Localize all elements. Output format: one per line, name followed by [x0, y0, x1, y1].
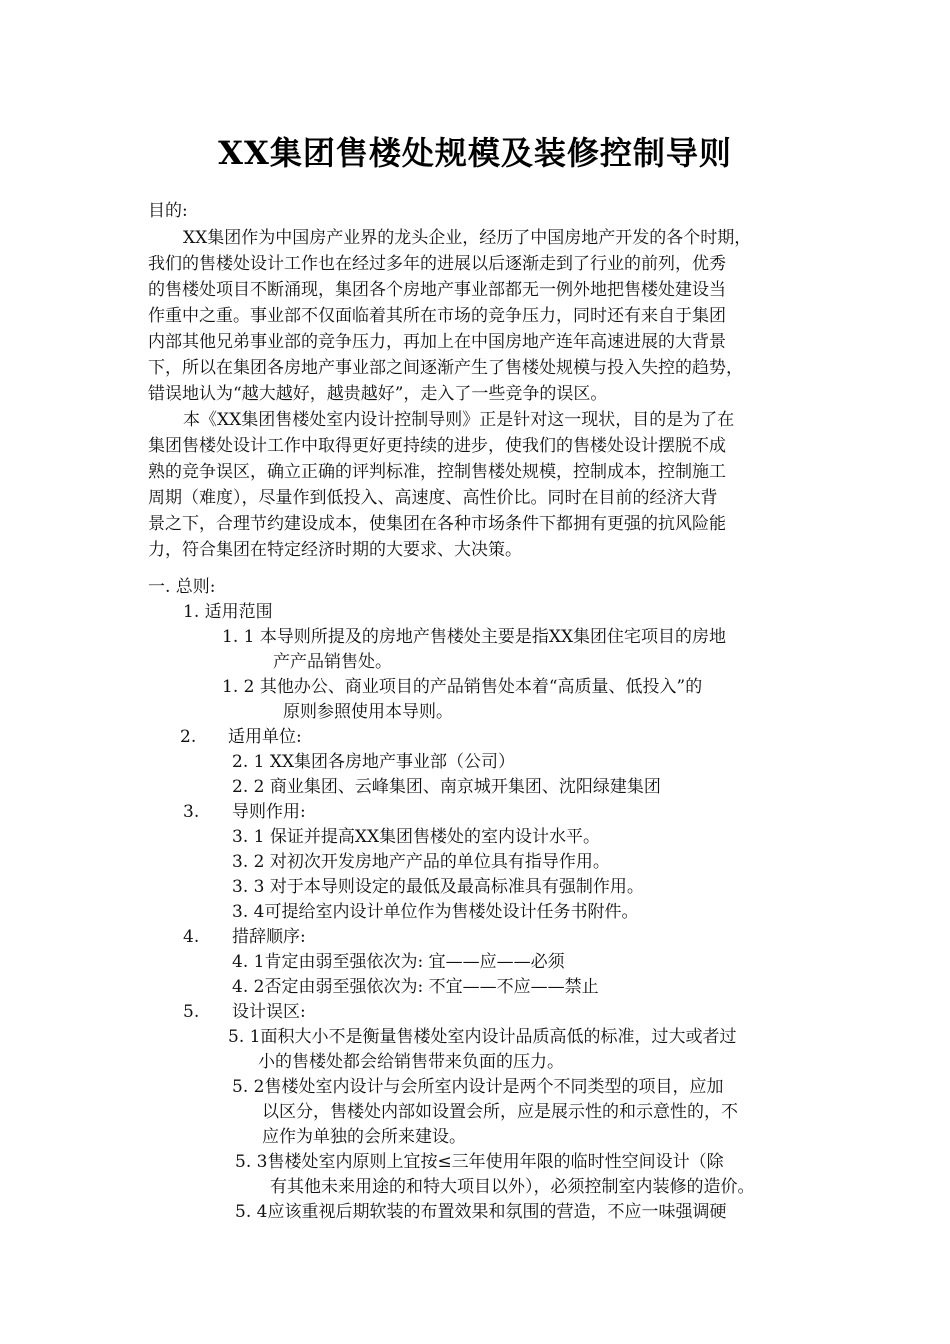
s5-item-2-cont: 以区分，售楼处内部如设置会所，应是展示性的和示意性的，不	[262, 1102, 738, 1122]
s2-title: 适用单位:	[228, 727, 302, 747]
purpose-p2-line: 力，符合集团在特定经济时期的大要求、大决策。	[148, 540, 522, 560]
s5-item-1: 5. 1面积大小不是衡量售楼处室内设计品质高低的标准，过大或者过	[228, 1027, 737, 1047]
s3-item-2: 3. 2 对初次开发房地产产品的单位具有指导作用。	[232, 852, 610, 872]
s3-title: 导则作用:	[232, 802, 306, 822]
s1-item-2: 1. 2 其他办公、商业项目的产品销售处本着“高质量、低投入”的	[222, 677, 703, 697]
s1-item-2-cont: 原则参照使用本导则。	[283, 702, 453, 722]
purpose-p2-line: 熟的竞争误区，确立正确的评判标准，控制售楼处规模，控制成本，控制施工	[148, 462, 726, 482]
document-title: XX集团售楼处规模及装修控制导则	[218, 134, 732, 172]
purpose-p1-line: 内部其他兄弟事业部的竞争压力，再加上在中国房地产连年高速进展的大背景	[148, 332, 726, 352]
purpose-heading: 目的:	[148, 201, 188, 221]
purpose-p2-line: 集团售楼处设计工作中取得更好更持续的进步，使我们的售楼处设计摆脱不成	[148, 436, 726, 456]
s5-number: 5.	[183, 1002, 200, 1022]
purpose-p2-line: 景之下，合理节约建设成本，使集团在各种市场条件下都拥有更强的抗风险能	[148, 514, 726, 534]
s2-number: 2.	[180, 727, 197, 747]
s5-item-4: 5. 4应该重视后期软装的布置效果和氛围的营造，不应一味强调硬	[235, 1202, 727, 1222]
purpose-p1-line: 错误地认为“越大越好，越贵越好”，走入了一些竞争的误区。	[148, 384, 608, 404]
s3-number: 3.	[183, 802, 200, 822]
purpose-p2-line: 本《XX集团售楼处室内设计控制导则》正是针对这一现状，目的是为了在	[183, 410, 735, 430]
s5-item-3-cont: 有其他未来用途的和特大项目以外），必须控制室内装修的造价。	[270, 1177, 755, 1197]
s3-item-1: 3. 1 保证并提高XX集团售楼处的室内设计水平。	[232, 827, 601, 847]
s3-item-4: 3. 4可提给室内设计单位作为售楼处设计任务书附件。	[232, 902, 639, 922]
s4-number: 4.	[183, 927, 200, 947]
s5-title: 设计误区:	[232, 1002, 306, 1022]
s5-item-3: 5. 3售楼处室内原则上宜按≤三年使用年限的临时性空间设计（除	[235, 1152, 724, 1172]
purpose-p1-line: 下，所以在集团各房地产事业部之间逐渐产生了售楼处规模与投入失控的趋势，	[148, 358, 743, 378]
s3-item-3: 3. 3 对于本导则设定的最低及最高标准具有强制作用。	[232, 877, 644, 897]
s1-item-1-cont: 产产品销售处。	[273, 652, 392, 672]
s4-item-1: 4. 1肯定由弱至强依次为: 宜——应——必须	[232, 952, 565, 972]
s4-title: 措辞顺序:	[232, 927, 306, 947]
purpose-p2-line: 周期（难度），尽量作到低投入、高速度、高性价比。同时在目前的经济大背	[148, 488, 718, 508]
general-heading: 一. 总则:	[148, 577, 216, 597]
s5-item-1-cont: 小的售楼处都会给销售带来负面的压力。	[258, 1052, 564, 1072]
s1-item-1: 1. 1 本导则所提及的房地产售楼处主要是指XX集团住宅项目的房地	[222, 627, 727, 647]
s5-item-2: 5. 2售楼处室内设计与会所室内设计是两个不同类型的项目，应加	[232, 1077, 724, 1097]
s5-item-2-cont: 应作为单独的会所来建设。	[262, 1127, 466, 1147]
purpose-p1-line: 作重中之重。事业部不仅面临着其所在市场的竞争压力，同时还有来自于集团	[148, 306, 726, 326]
purpose-p1-line: 我们的售楼处设计工作也在经过多年的进展以后逐渐走到了行业的前列，优秀	[148, 254, 726, 274]
purpose-p1-line: 的售楼处项目不断涌现，集团各个房地产事业部都无一例外地把售楼处建设当	[148, 280, 726, 300]
s2-item-1: 2. 1 XX集团各房地产事业部（公司）	[232, 752, 516, 772]
s1-title: 1. 适用范围	[183, 602, 273, 622]
s4-item-2: 4. 2否定由弱至强依次为: 不宜——不应——禁止	[232, 977, 599, 997]
s2-item-2: 2. 2 商业集团、云峰集团、南京城开集团、沈阳绿建集团	[232, 777, 661, 797]
purpose-p1-line: XX集团作为中国房产业界的龙头企业，经历了中国房地产开发的各个时期，	[183, 228, 752, 248]
